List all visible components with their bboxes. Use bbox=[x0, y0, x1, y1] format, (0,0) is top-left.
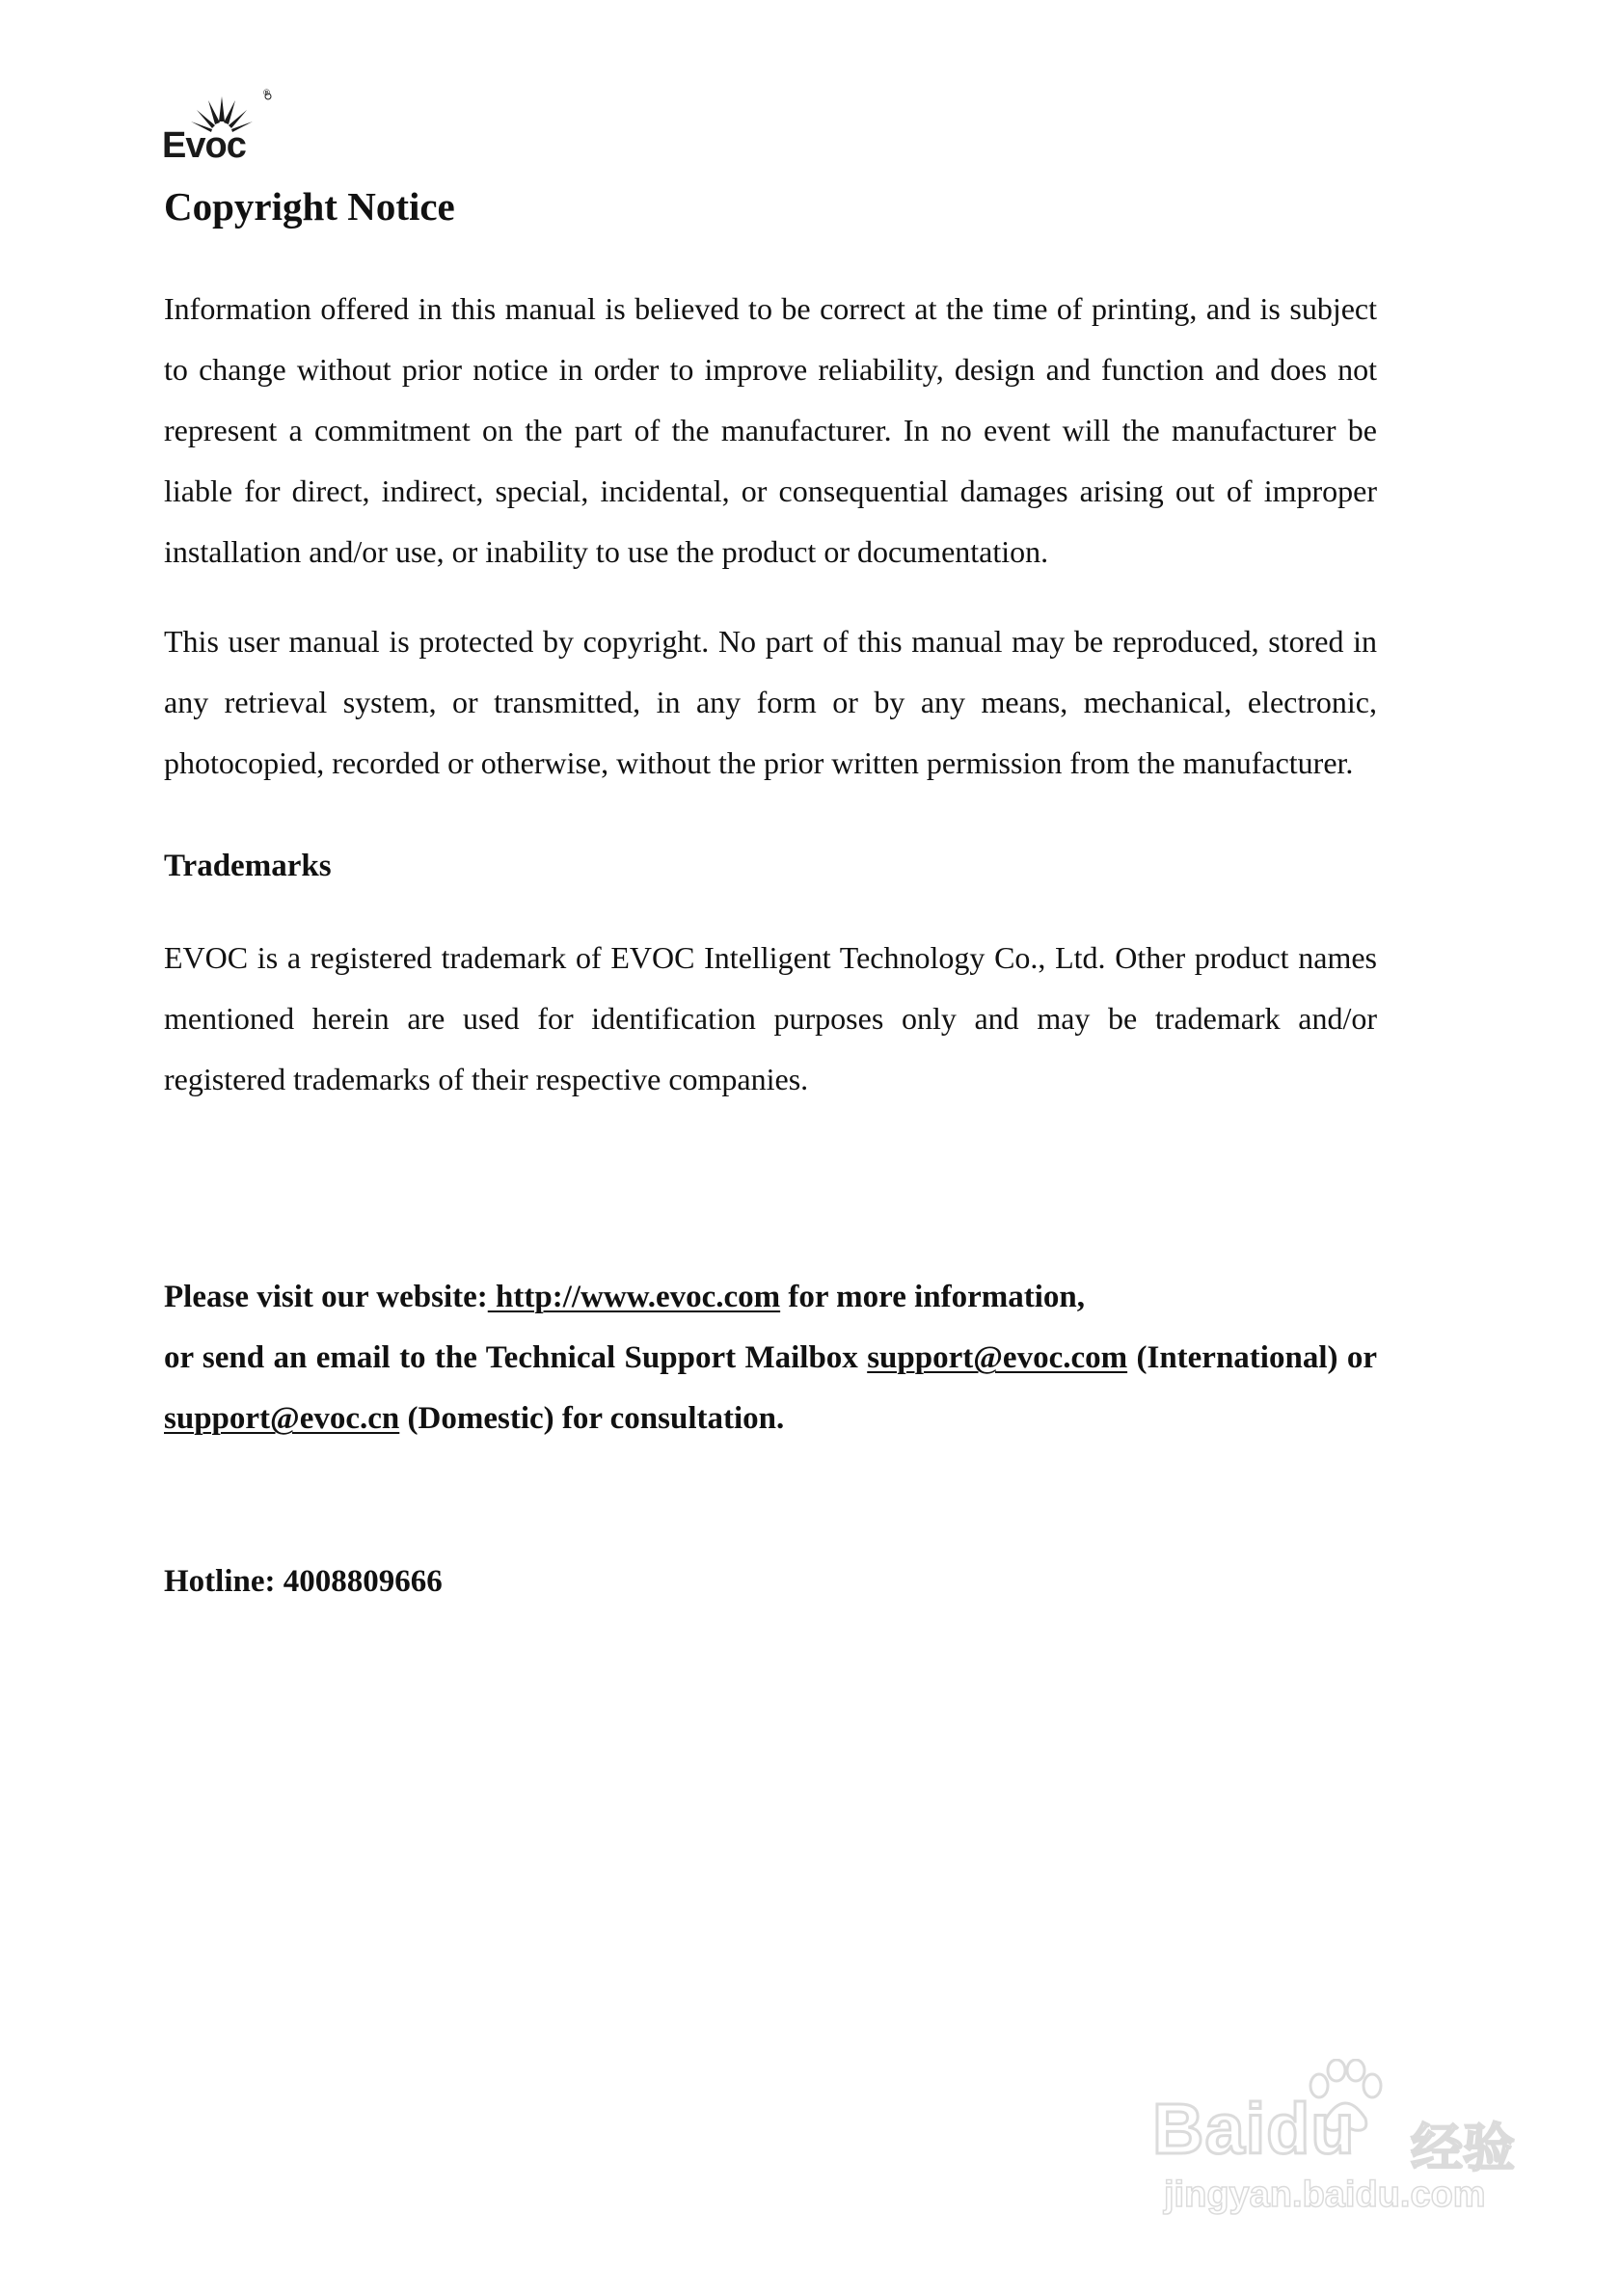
domestic-suffix: (Domestic) for consultation. bbox=[399, 1401, 785, 1437]
watermark-url: jingyan.baidu.com bbox=[1164, 2174, 1486, 2215]
watermark-brand: Baidu bbox=[1152, 2089, 1356, 2169]
visit-prefix: Please visit our website: bbox=[164, 1280, 488, 1315]
hotline: Hotline: 4008809666 bbox=[164, 1564, 443, 1600]
copyright-paragraph: This user manual is protected by copyright. No part of this manual may be reproduced, stored in any retrieval system, or transmitted, in any form or by any means, mechanical, electronic, photocopied, recorded or otherwise, without the prior written permission from the manufacturer. bbox=[164, 624, 1377, 781]
page-title: Copyright Notice bbox=[164, 184, 455, 229]
international-label: (International) or bbox=[1136, 1340, 1377, 1376]
domestic-email-link[interactable]: support@evoc.cn bbox=[164, 1401, 400, 1437]
visit-suffix: for more information, bbox=[780, 1280, 1086, 1315]
trademarks-heading: Trademarks bbox=[164, 849, 332, 884]
watermark-chinese: 经验 bbox=[1411, 2118, 1515, 2178]
international-email-link[interactable]: support@evoc.com bbox=[867, 1340, 1128, 1376]
main-content bbox=[164, 183, 1377, 1612]
registered-mark: ® bbox=[262, 89, 271, 98]
disclaimer-paragraph: Information offered in this manual is believed to be correct at the time of printing, and is subject to change without prior notice in order to improve reliability, design and function and does not represent a commitment on the part of the manufacturer. In no event will the manufacturer be liable for direct, indirect, special, incidental, or consequential damages arising out of improper installation and/or use, or inability to use the product or documentation. bbox=[164, 291, 1377, 570]
email-prefix: or send an email to the Technical Support Mailbox bbox=[164, 1340, 868, 1376]
website-link[interactable]: http://www.evoc.com bbox=[487, 1280, 781, 1315]
baidu-watermark bbox=[1152, 2059, 1557, 2223]
evoc-logo bbox=[162, 89, 278, 166]
contact-block bbox=[164, 1267, 1377, 1449]
trademarks-paragraph: EVOC is a registered trademark of EVOC Intelligent Technology Co., Ltd. Other product names mentioned herein are used for identification purposes only and may be trademark and/or registered trademarks of their respective companies. bbox=[164, 940, 1377, 1097]
logo-wordmark: Evoc bbox=[162, 125, 246, 166]
